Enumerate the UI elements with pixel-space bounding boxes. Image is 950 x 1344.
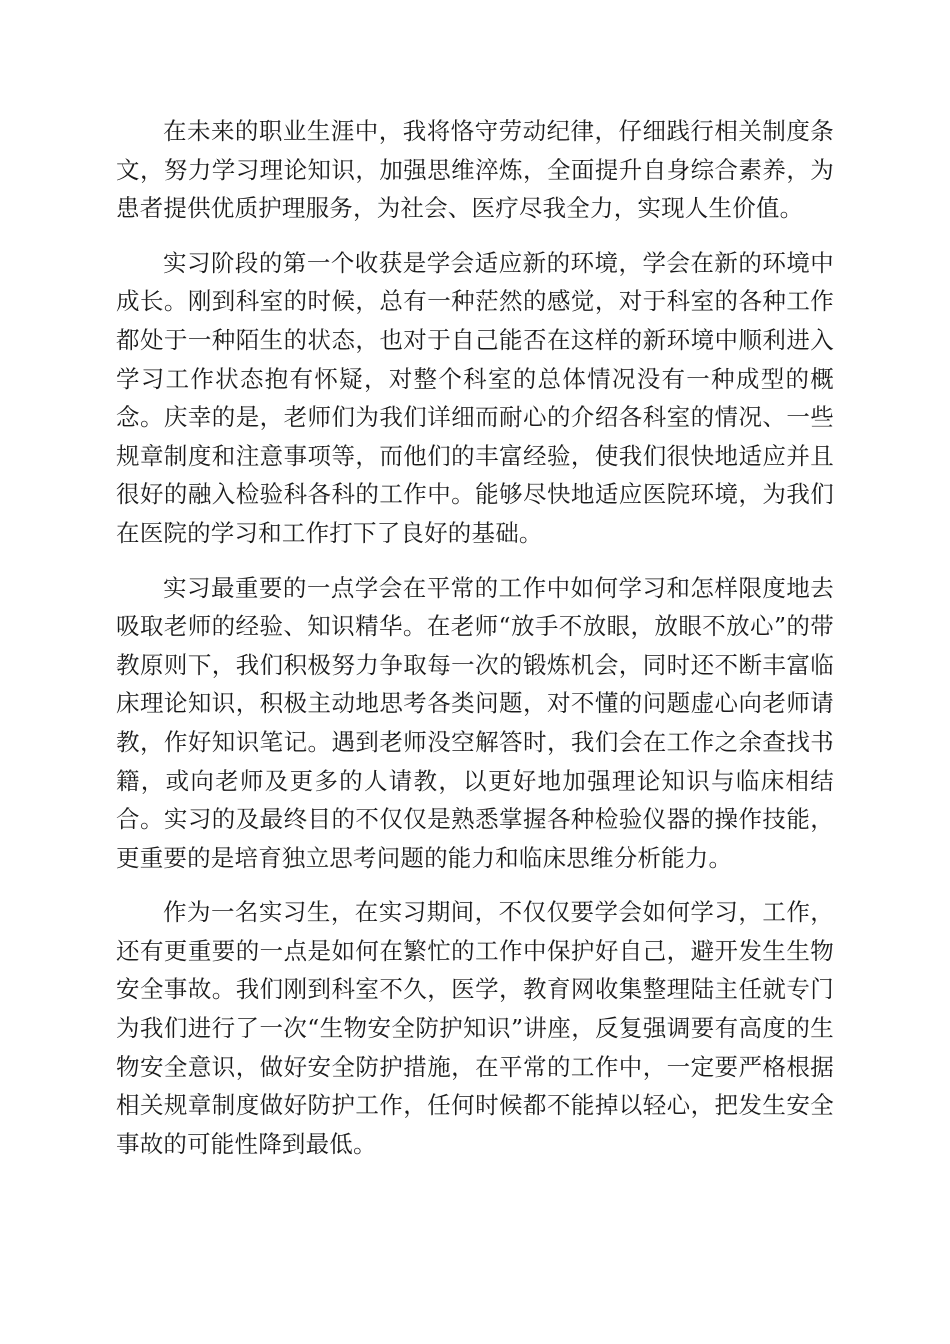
paragraph-adapting-environment: 实习阶段的第一个收获是学会适应新的环境，学会在新的环境中成长。刚到科室的时候，总有一种茫然的感觉，对于科室的各种工作都处于一种陌生的状态，也对于自己能否在这样的新环境中顺利进入学习工作状态抱有怀疑，对整个科室的总体情况没有一种成型的概念。庆幸的是，老师们为我们详细而耐心的介绍各科室的情况、一些规章制度和注意事项等，而他们的丰富经验，使我们很快地适应并且很好的融入检验科各科的工作中。能够尽快地适应医院环境，为我们在医院的学习和工作打下了良好的基础。 [116, 248, 834, 547]
paragraph-biosafety: 作为一名实习生，在实习期间，不仅仅要学会如何学习，工作，还有更重要的一点是如何在繁忙的工作中保护好自己，避开发生生物安全事故。我们刚到科室不久，医学，教育网收集整理陆主任就专门为我们进行了一次“生物安全防护知识”讲座，反复强调要有高度的生物安全意识，做好安全防护措施，在平常的工作中，一定要严格根据相关规章制度做好防护工作，任何时候都不能掉以轻心，把发生安全事故的可能性降到最低。 [116, 898, 834, 1158]
document-body [116, 112, 834, 1163]
paragraph-learning-from-teachers: 实习最重要的一点学会在平常的工作中如何学习和怎样限度地去吸取老师的经验、知识精华。在老师“放手不放眼，放眼不放心”的带教原则下，我们积极努力争取每一次的锻炼机会，同时还不断丰富临床理论知识，积极主动地思考各类问题，对不懂的问题虚心向老师请教，作好知识笔记。遇到老师没空解答时，我们会在工作之余查找书籍，或向老师及更多的人请教，以更好地加强理论知识与临床相结合。实习的及最终目的不仅仅是熟悉掌握各种检验仪器的操作技能，更重要的是培育独立思考问题的能力和临床思维分析能力。 [116, 573, 834, 872]
paragraph-career-commitment: 在未来的职业生涯中，我将恪守劳动纪律，仔细践行相关制度条文，努力学习理论知识，加强思维淬炼，全面提升自身综合素养，为患者提供优质护理服务，为社会、医疗尽我全力，实现人生价值。 [116, 117, 834, 223]
